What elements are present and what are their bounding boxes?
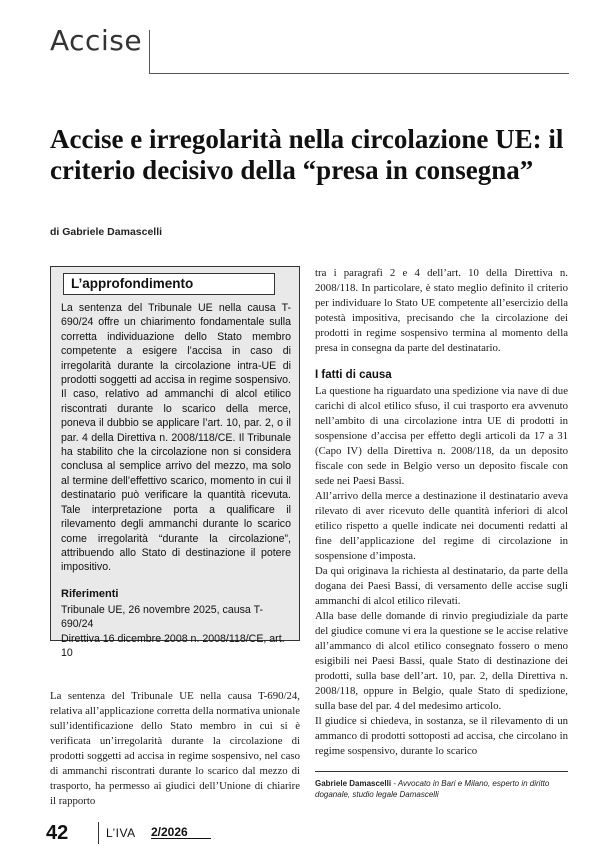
references-list: [61, 603, 291, 661]
page-number: 42: [46, 822, 69, 844]
body-paragraph-left: La sentenza del Tribunale UE nella causa T-690/24, relativa all’applicazione corretta della normativa unionale sull’identificazione dello Stato membro in cui si è verificata un’irregolarità durante la circolazione di prodotti soggetti ad accisa in regime sospensivo, nel caso di ammanchi riscontrati durante lo scarico dal mezzo di trasporto, ha permesso ai giudici dell’Unione di chiarire il rapporto: [50, 690, 300, 807]
magazine-name: L’IVA: [106, 826, 136, 840]
body-paragraph: tra i paragrafi 2 e 4 dell’art. 10 della Direttiva n. 2008/118. In particolare, è stato meglio definito il criterio per individuare lo Stato UE competente all’esercizio della potestà impositiva, precisando che la circolazione dei prodotti in regime sospensivo termina al momento della presa in consegna da parte del destinatario.: [315, 267, 568, 354]
section-rule-vertical: [149, 30, 150, 74]
reference-item: Direttiva 16 dicembre 2008 n. 2008/118/CE, art. 10: [61, 632, 285, 660]
byline: di Gabriele Damascelli: [50, 226, 163, 238]
insight-box: [50, 266, 300, 660]
article-title: Accise e irregolarità nella circolazione UE: il criterio decisivo della “presa in consegna”: [50, 124, 564, 185]
section-tag: Accise: [50, 24, 143, 57]
body-paragraph: All’arrivo della merce a destinazione il destinatario aveva rilevato di aver ricevuto delle quantità inferiori di alcol etilico rispetto a quelle indicate nei documenti redatti al fine dell’applicazione del regime di circolazione in sospensione d’imposta.: [315, 490, 568, 562]
right-column: [315, 266, 568, 759]
author-description: - Avvocato in Bari e Milano, esperto in diritto doganale, studio legale Damascelli: [315, 779, 550, 799]
insight-box-text: La sentenza del Tribunale UE nella causa T-690/24 offre un chiarimento fondamentale sulla corretta individuazione dello Stato membro competente a esigere l’accisa in caso di irregolarità durante la circolazione intra-UE di prodotti soggetti ad accisa in regime sospensivo. Il caso, relativo ad ammanchi di alcol etilico riscontrati durante lo scarico della merce, poneva il dubbio se applicare l’art. 10, par. 2, o il par. 4 della Direttiva n. 2008/118/CE. Il Tribunale ha stabilito che la circolazione non si considera conclusa al semplice arrivo del mezzo, ma solo al termine dell’effettivo scarico, momento in cui il destinatario può verificare la quantità ricevuta. Tale interpretazione porta a qualificare il rilevamento degli ammanchi durante lo scarico come irregolarità “durante la circolazione”, attribuendo allo Stato di destinazione il potere impositivo.: [61, 302, 291, 574]
issue-number: 2/2026: [151, 826, 211, 839]
reference-item: Tribunale UE, 26 novembre 2025, causa T-690/24: [61, 604, 263, 631]
footer-rule: [98, 822, 99, 844]
author-name: Gabriele Damascelli: [315, 779, 392, 788]
body-paragraph: La questione ha riguardato una spedizione via nave di due carichi di alcol etilico sfuso, il cui trasporto era avvenuto nell’ambito di una circolazione intra UE di prodotti in sospensione d’accisa per effetto degli articoli da 17 a 31 (Capo IV) della Direttiva n. 2008/118, da un deposito fiscale con sede in Belgio verso un deposito fiscale con sede nei Paesi Bassi.: [315, 385, 568, 487]
insight-box-heading: L’approfondimento: [63, 273, 275, 295]
body-paragraph: Alla base delle domande di rinvio pregiudiziale da parte del giudice comune vi era la questione se le accise relative all’ammanco di alcol etilico consegnato fossero o meno esigibili nei Paesi Bassi, quale Stato di destinazione dei prodotti, sulla base dell’art. 10, par. 2, della Direttiva n. 2008/118, oppure in Belgio, quale Stato di spedizione, sulla base del par. 4 del medesimo articolo.: [315, 610, 568, 712]
author-note: [315, 778, 568, 800]
references-title: Riferimenti: [61, 588, 119, 600]
section-subheading: I fatti di causa: [315, 369, 392, 381]
body-paragraph: Da qui originava la richiesta al destinatario, da parte della dogana dei Paesi Bassi, di versamento delle accise sugli ammanchi di alcol etilico rilevati.: [315, 565, 568, 607]
author-note-rule: [315, 771, 568, 772]
body-paragraph: Il giudice si chiedeva, in sostanza, se il rilevamento di un ammanco di prodotti sottoposti ad accisa, che circolano in regime sospensivo, durante lo scarico: [315, 715, 568, 757]
section-rule-horizontal: [149, 73, 569, 74]
